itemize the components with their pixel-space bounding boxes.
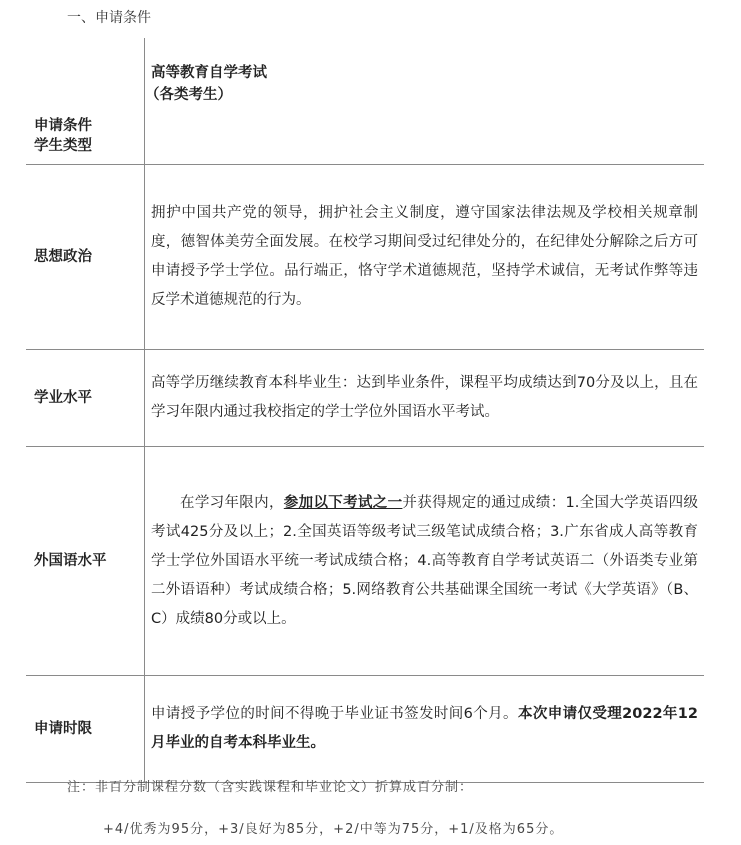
header-exam-subtitle: （各类考生） <box>145 87 232 103</box>
table-row-foreign-language <box>26 447 704 676</box>
row-content: 高等学历继续教育本科毕业生：达到毕业条件，课程平均成绩达到70分及以上，且在学习年限内通过我校指定的学士学位外国语水平考试。 <box>151 375 698 420</box>
header-exam-type: 高等教育自学考试 <box>151 65 267 81</box>
row-content-cell <box>145 447 705 676</box>
content-emphasis: 参加以下考试之一 <box>283 494 403 511</box>
row-label: 学业水平 <box>34 390 92 406</box>
section-title: 一、申请条件 <box>67 10 151 26</box>
row-content <box>145 489 704 634</box>
header-right-cell <box>145 38 705 165</box>
requirements-table <box>26 38 704 783</box>
table-header-row <box>26 38 704 165</box>
row-label: 思想政治 <box>34 249 92 265</box>
footnote: 注：非百分制课程分数（含实践课程和毕业论文）折算成百分制： <box>67 780 474 795</box>
row-label-cell <box>26 447 145 676</box>
row-content <box>145 700 704 758</box>
table-row-politics <box>26 165 704 350</box>
row-content-cell <box>145 350 705 447</box>
table-row-academic <box>26 350 704 447</box>
header-label-conditions: 申请条件 <box>34 118 92 134</box>
header-left-cell <box>26 38 145 165</box>
content-normal: 申请授予学位的时间不得晚于毕业证书签发时间6个月。 <box>151 706 518 722</box>
row-content: 拥护中国共产党的领导，拥护社会主义制度，遵守国家法律法规及学校相关规章制度，德智体美劳全面发展。在校学习期间受过纪律处分的，在纪律处分解除之后方可申请授予学士学位。品行端正，恪守学术道德规范，坚持学术诚信，无考试作弊等违反学术道德规范的行为。 <box>151 205 698 308</box>
content-details: 并获得规定的通过成绩：1.全国大学英语四级考试425分及以上；2.全国英语等级考试三级笔试成绩合格；3.广东省成人高等教育学士学位外国语水平统一考试成绩合格；4.高等教育自学考试英语二（外语类专业第二外语语种）考试成绩合格；5.网络教育公共基础课全国统一考试《大学英语》（B、C）成绩80分或以上。 <box>151 494 698 627</box>
content-intro: 在学习年限内， <box>180 494 284 511</box>
row-label-cell <box>26 676 145 783</box>
content-bold: 本次申请仅受理2022年12月毕业的自考本科毕业生。 <box>151 706 698 751</box>
row-label: 外国语水平 <box>34 553 107 569</box>
table-row-time-limit <box>26 676 704 783</box>
row-content-cell <box>145 676 705 783</box>
row-label: 申请时限 <box>34 721 92 737</box>
grade-conversion: +4/优秀为95分，+3/良好为85分，+2/中等为75分，+1/及格为65分。 <box>103 822 564 837</box>
row-label-cell <box>26 165 145 350</box>
header-label-student-type: 学生类型 <box>34 138 92 154</box>
row-content-cell <box>145 165 705 350</box>
row-label-cell <box>26 350 145 447</box>
